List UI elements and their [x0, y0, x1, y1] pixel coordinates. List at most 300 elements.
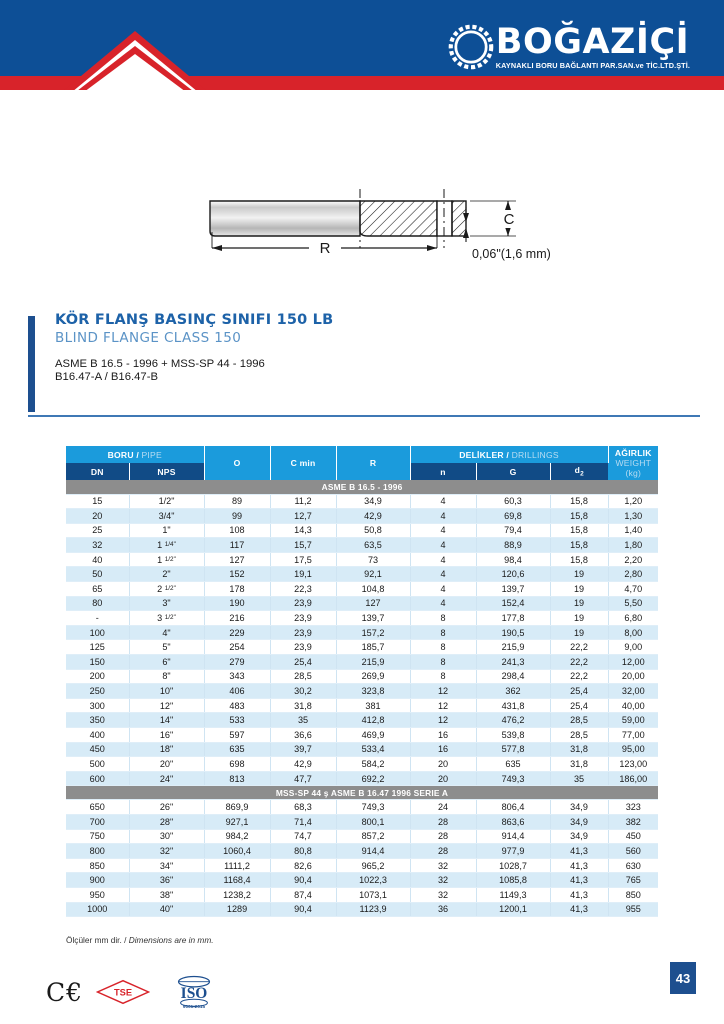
cell-n: 4 [410, 538, 476, 553]
cell-n: 8 [410, 655, 476, 670]
table-body [66, 480, 658, 917]
cell-dn: - [66, 611, 129, 626]
cell-o: 254 [204, 640, 270, 655]
title-rule [28, 415, 700, 417]
cell-d2: 19 [550, 582, 608, 597]
cell-g: 60,3 [476, 494, 550, 509]
units-note-en: Dimensions are in mm. [128, 935, 214, 945]
cell-n: 4 [410, 596, 476, 611]
header-weight-en: WEIGHT [615, 458, 652, 468]
cell-n: 12 [410, 698, 476, 713]
cell-o: 813 [204, 771, 270, 786]
cell-o: 483 [204, 698, 270, 713]
cell-dn: 32 [66, 538, 129, 553]
cell-r: 63,5 [336, 538, 410, 553]
cell-cmin: 39,7 [270, 742, 336, 757]
cell-g: 1028,7 [476, 858, 550, 873]
cell-r: 215,9 [336, 655, 410, 670]
cell-w: 186,00 [608, 771, 658, 786]
cell-nps: 5" [129, 640, 204, 655]
cell-w: 8,00 [608, 625, 658, 640]
cell-r: 127 [336, 596, 410, 611]
cell-r: 185,7 [336, 640, 410, 655]
svg-text:ISO: ISO [180, 985, 208, 1003]
cell-o: 117 [204, 538, 270, 553]
cell-o: 984,2 [204, 829, 270, 844]
cell-cmin: 19,1 [270, 567, 336, 582]
cell-g: 914,4 [476, 829, 550, 844]
cell-nps: 8" [129, 669, 204, 684]
cell-o: 1289 [204, 902, 270, 917]
cell-cmin: 87,4 [270, 887, 336, 902]
cell-r: 157,2 [336, 625, 410, 640]
title-block [28, 312, 700, 383]
cell-cmin: 31,8 [270, 698, 336, 713]
section-label-2: MSS-SP 44 ş ASME B 16.47 1996 SERIE A [66, 786, 658, 800]
cell-o: 597 [204, 728, 270, 743]
cell-cmin: 36,6 [270, 728, 336, 743]
cell-dn: 600 [66, 771, 129, 786]
cell-r: 800,1 [336, 814, 410, 829]
specification-table [66, 446, 658, 917]
cell-w: 955 [608, 902, 658, 917]
cell-cmin: 68,3 [270, 800, 336, 815]
cell-d2: 34,9 [550, 800, 608, 815]
logo-wordmark: BOĞAZİÇİ [495, 22, 690, 62]
cell-w: 59,00 [608, 713, 658, 728]
cell-r: 914,4 [336, 844, 410, 859]
cell-nps: 1 $^{1/4"}$ [129, 538, 204, 553]
cell-d2: 19 [550, 596, 608, 611]
cell-w: 12,00 [608, 655, 658, 670]
cell-g: 79,4 [476, 523, 550, 538]
section-label-1: ASME B 16.5 - 1996 [66, 480, 658, 494]
cell-n: 32 [410, 873, 476, 888]
cell-d2: 41,3 [550, 858, 608, 873]
header-col-n: n [410, 463, 476, 480]
cell-nps: 3" [129, 596, 204, 611]
c-arrow-bottom [505, 227, 511, 236]
cell-o: 927,1 [204, 814, 270, 829]
cell-nps: 4" [129, 625, 204, 640]
cell-dn: 700 [66, 814, 129, 829]
header-col-r: R [336, 446, 410, 480]
standard-line-1: ASME B 16.5 - 1996 + MSS-SP 44 - 1996 [55, 358, 265, 370]
product-title-tr: KÖR FLANŞ BASINÇ SINIFI 150 LB [55, 312, 334, 328]
cell-n: 28 [410, 844, 476, 859]
cell-r: 42,9 [336, 509, 410, 524]
cell-n: 12 [410, 713, 476, 728]
cell-r: 857,2 [336, 829, 410, 844]
header-pipe-en: PIPE [141, 449, 162, 460]
cell-dn: 250 [66, 684, 129, 699]
table-row [66, 655, 658, 670]
table-row [66, 684, 658, 699]
cell-g: 139,7 [476, 582, 550, 597]
cell-w: 630 [608, 858, 658, 873]
table-row [66, 567, 658, 582]
cell-cmin: 90,4 [270, 873, 336, 888]
cell-r: 584,2 [336, 757, 410, 772]
cell-dn: 125 [66, 640, 129, 655]
flange-drawing [0, 160, 724, 280]
table-row [66, 596, 658, 611]
table-row [66, 582, 658, 597]
header-col-nps: NPS [129, 463, 204, 480]
table-row [66, 523, 658, 538]
cell-d2: 41,3 [550, 873, 608, 888]
cell-cmin: 90,4 [270, 902, 336, 917]
cell-w: 123,00 [608, 757, 658, 772]
cell-cmin: 17,5 [270, 552, 336, 567]
cell-d2: 15,8 [550, 494, 608, 509]
cell-o: 406 [204, 684, 270, 699]
cell-nps: 1" [129, 523, 204, 538]
header-group-drillings: DELİKLER / DRILLINGS [410, 446, 608, 463]
header-weight-unit: (kg) [625, 468, 642, 478]
cell-d2: 31,8 [550, 742, 608, 757]
cell-w: 323 [608, 800, 658, 815]
cell-cmin: 23,9 [270, 596, 336, 611]
cell-w: 77,00 [608, 728, 658, 743]
cell-g: 806,4 [476, 800, 550, 815]
cell-nps: 16" [129, 728, 204, 743]
section-header-row-2 [66, 786, 658, 800]
page-number-badge: 43 [670, 962, 696, 994]
units-note-tr: Ölçüler mm dir. / [66, 935, 127, 945]
cell-g: 177,8 [476, 611, 550, 626]
cell-g: 431,8 [476, 698, 550, 713]
cell-n: 28 [410, 829, 476, 844]
cell-n: 4 [410, 552, 476, 567]
header-col-cmin: C min [270, 446, 336, 480]
table-row [66, 800, 658, 815]
table-row [66, 858, 658, 873]
cell-dn: 40 [66, 552, 129, 567]
cell-dn: 300 [66, 698, 129, 713]
cell-n: 4 [410, 582, 476, 597]
cell-d2: 41,3 [550, 887, 608, 902]
cell-n: 8 [410, 611, 476, 626]
cell-w: 32,00 [608, 684, 658, 699]
cell-o: 127 [204, 552, 270, 567]
table-row [66, 728, 658, 743]
cell-g: 241,3 [476, 655, 550, 670]
cell-dn: 1000 [66, 902, 129, 917]
cell-d2: 31,8 [550, 757, 608, 772]
cell-r: 323,8 [336, 684, 410, 699]
table-row [66, 640, 658, 655]
thickness-label: 0,06"(1,6 mm) [472, 247, 551, 261]
cell-cmin: 23,9 [270, 611, 336, 626]
cell-n: 4 [410, 509, 476, 524]
cell-o: 190 [204, 596, 270, 611]
cell-r: 92,1 [336, 567, 410, 582]
cell-cmin: 35 [270, 713, 336, 728]
flange-body [210, 201, 360, 236]
cell-g: 152,4 [476, 596, 550, 611]
cell-g: 1085,8 [476, 873, 550, 888]
table-row [66, 873, 658, 888]
header-drill-tr: DELİKLER [459, 449, 504, 460]
cell-d2: 15,8 [550, 538, 608, 553]
cell-w: 450 [608, 829, 658, 844]
cell-g: 635 [476, 757, 550, 772]
flange-raised-face [452, 201, 466, 236]
cell-n: 32 [410, 858, 476, 873]
cell-nps: 30" [129, 829, 204, 844]
cell-o: 1111,2 [204, 858, 270, 873]
cell-n: 28 [410, 814, 476, 829]
cell-o: 635 [204, 742, 270, 757]
cell-r: 50,8 [336, 523, 410, 538]
cell-nps: 26" [129, 800, 204, 815]
cell-n: 8 [410, 669, 476, 684]
cell-dn: 650 [66, 800, 129, 815]
cell-nps: 38" [129, 887, 204, 902]
cell-g: 476,2 [476, 713, 550, 728]
cell-d2: 19 [550, 611, 608, 626]
cell-w: 4,70 [608, 582, 658, 597]
cell-d2: 34,9 [550, 814, 608, 829]
cell-d2: 41,3 [550, 844, 608, 859]
r-arrow-left [212, 245, 222, 251]
cell-dn: 350 [66, 713, 129, 728]
cell-nps: 1/2" [129, 494, 204, 509]
cell-w: 5,50 [608, 596, 658, 611]
cell-o: 1238,2 [204, 887, 270, 902]
cell-n: 8 [410, 625, 476, 640]
cell-dn: 65 [66, 582, 129, 597]
header-pipe-tr: BORU [107, 449, 134, 460]
cell-w: 1,30 [608, 509, 658, 524]
header-white-base [0, 90, 724, 98]
cell-n: 20 [410, 771, 476, 786]
cell-nps: 34" [129, 858, 204, 873]
cell-cmin: 23,9 [270, 625, 336, 640]
cell-nps: 36" [129, 873, 204, 888]
table-row [66, 625, 658, 640]
header-col-weight [608, 446, 658, 480]
cell-n: 4 [410, 567, 476, 582]
cell-cmin: 25,4 [270, 655, 336, 670]
cell-d2: 34,9 [550, 829, 608, 844]
cell-o: 343 [204, 669, 270, 684]
cell-w: 765 [608, 873, 658, 888]
cell-dn: 200 [66, 669, 129, 684]
cell-g: 1200,1 [476, 902, 550, 917]
cell-dn: 750 [66, 829, 129, 844]
header-col-d2: $d_2$ [550, 463, 608, 480]
header-col-o: O [204, 446, 270, 480]
table-row [66, 669, 658, 684]
cell-r: 965,2 [336, 858, 410, 873]
cell-cmin: 23,9 [270, 640, 336, 655]
cell-g: 863,6 [476, 814, 550, 829]
cell-n: 16 [410, 728, 476, 743]
header-group-pipe: BORU / PIPE [66, 446, 204, 463]
cell-d2: 41,3 [550, 902, 608, 917]
cell-o: 229 [204, 625, 270, 640]
cell-d2: 15,8 [550, 552, 608, 567]
cell-cmin: 22,3 [270, 582, 336, 597]
cell-w: 560 [608, 844, 658, 859]
cell-d2: 28,5 [550, 728, 608, 743]
cell-g: 215,9 [476, 640, 550, 655]
cell-n: 20 [410, 757, 476, 772]
cell-o: 99 [204, 509, 270, 524]
cell-d2: 15,8 [550, 509, 608, 524]
cell-r: 139,7 [336, 611, 410, 626]
cell-o: 152 [204, 567, 270, 582]
table-row [66, 494, 658, 509]
table-row [66, 771, 658, 786]
cell-d2: 19 [550, 625, 608, 640]
cell-dn: 80 [66, 596, 129, 611]
cell-cmin: 71,4 [270, 814, 336, 829]
cell-w: 2,20 [608, 552, 658, 567]
cell-cmin: 42,9 [270, 757, 336, 772]
cell-nps: 28" [129, 814, 204, 829]
ce-mark-icon: C€ [46, 977, 84, 1007]
cell-n: 12 [410, 684, 476, 699]
cell-g: 69,8 [476, 509, 550, 524]
cell-g: 362 [476, 684, 550, 699]
gear-icon [448, 24, 494, 70]
cell-nps: 32" [129, 844, 204, 859]
cell-g: 977,9 [476, 844, 550, 859]
cell-nps: 2" [129, 567, 204, 582]
cell-r: 1022,3 [336, 873, 410, 888]
cell-w: 95,00 [608, 742, 658, 757]
table-row [66, 713, 658, 728]
cell-g: 577,8 [476, 742, 550, 757]
c-label: C [503, 211, 515, 228]
cell-n: 24 [410, 800, 476, 815]
table-row [66, 902, 658, 917]
cell-r: 692,2 [336, 771, 410, 786]
cell-cmin: 82,6 [270, 858, 336, 873]
cell-n: 16 [410, 742, 476, 757]
header-weight-tr: AĞIRLIK [614, 448, 652, 458]
flange-hatched-section [360, 201, 437, 236]
cell-g: 749,3 [476, 771, 550, 786]
table-row [66, 552, 658, 567]
cell-w: 9,00 [608, 640, 658, 655]
cell-nps: 24" [129, 771, 204, 786]
cell-nps: 40" [129, 902, 204, 917]
cell-w: 40,00 [608, 698, 658, 713]
cell-g: 88,9 [476, 538, 550, 553]
cell-g: 190,5 [476, 625, 550, 640]
cell-dn: 50 [66, 567, 129, 582]
cell-d2: 22,2 [550, 655, 608, 670]
cell-dn: 950 [66, 887, 129, 902]
cell-r: 749,3 [336, 800, 410, 815]
header-drill-en: DRILLINGS [511, 449, 559, 460]
cell-d2: 25,4 [550, 698, 608, 713]
cell-dn: 900 [66, 873, 129, 888]
cell-w: 2,80 [608, 567, 658, 582]
cell-o: 869,9 [204, 800, 270, 815]
cell-nps: 3/4" [129, 509, 204, 524]
company-logo [448, 24, 690, 70]
cell-dn: 400 [66, 728, 129, 743]
cell-nps: 20" [129, 757, 204, 772]
table-row [66, 742, 658, 757]
cell-n: 32 [410, 887, 476, 902]
table-row [66, 844, 658, 859]
cell-r: 34,9 [336, 494, 410, 509]
cell-nps: 3 $^{1/2"}$ [129, 611, 204, 626]
cell-d2: 35 [550, 771, 608, 786]
cell-r: 412,8 [336, 713, 410, 728]
cell-w: 6,80 [608, 611, 658, 626]
cell-nps: 18" [129, 742, 204, 757]
tse-mark-icon [96, 979, 150, 1005]
cell-cmin: 47,7 [270, 771, 336, 786]
cell-d2: 15,8 [550, 523, 608, 538]
cell-w: 382 [608, 814, 658, 829]
cell-nps: 14" [129, 713, 204, 728]
cell-cmin: 15,7 [270, 538, 336, 553]
cell-nps: 2 $^{1/2"}$ [129, 582, 204, 597]
cell-o: 1060,4 [204, 844, 270, 859]
units-note [66, 935, 214, 945]
cell-nps: 12" [129, 698, 204, 713]
svg-text:TSE: TSE [113, 987, 133, 998]
cell-dn: 20 [66, 509, 129, 524]
cell-nps: 10" [129, 684, 204, 699]
section-header-row-1 [66, 480, 658, 494]
table-row [66, 538, 658, 553]
cell-nps: 1 $^{1/2"}$ [129, 552, 204, 567]
r-arrow-right [427, 245, 437, 251]
cell-w: 1,40 [608, 523, 658, 538]
cell-d2: 25,4 [550, 684, 608, 699]
table-row [66, 698, 658, 713]
c-arrow-top [505, 201, 511, 210]
cell-g: 120,6 [476, 567, 550, 582]
cell-r: 269,9 [336, 669, 410, 684]
table-header-row-1 [66, 446, 658, 463]
cell-cmin: 28,5 [270, 669, 336, 684]
cell-r: 1073,1 [336, 887, 410, 902]
title-accent-bar [28, 316, 35, 412]
cell-d2: 22,2 [550, 669, 608, 684]
product-title-en: BLIND FLANGE CLASS 150 [55, 330, 242, 346]
table-row [66, 757, 658, 772]
cell-o: 1168,4 [204, 873, 270, 888]
cell-dn: 150 [66, 655, 129, 670]
cell-r: 73 [336, 552, 410, 567]
cell-o: 108 [204, 523, 270, 538]
cell-cmin: 74,7 [270, 829, 336, 844]
cell-dn: 500 [66, 757, 129, 772]
cell-w: 1,80 [608, 538, 658, 553]
cell-o: 533 [204, 713, 270, 728]
cell-dn: 100 [66, 625, 129, 640]
header-col-g: G [476, 463, 550, 480]
flange-section-svg [0, 160, 724, 280]
cell-nps: 6" [129, 655, 204, 670]
cell-w: 1,20 [608, 494, 658, 509]
cell-cmin: 11,2 [270, 494, 336, 509]
cell-dn: 450 [66, 742, 129, 757]
logo-tagline: KAYNAKLI BORU BAĞLANTI PAR.SAN.ve TİC.LTD.ŞTİ. [495, 61, 690, 70]
cell-o: 698 [204, 757, 270, 772]
cell-cmin: 12,7 [270, 509, 336, 524]
